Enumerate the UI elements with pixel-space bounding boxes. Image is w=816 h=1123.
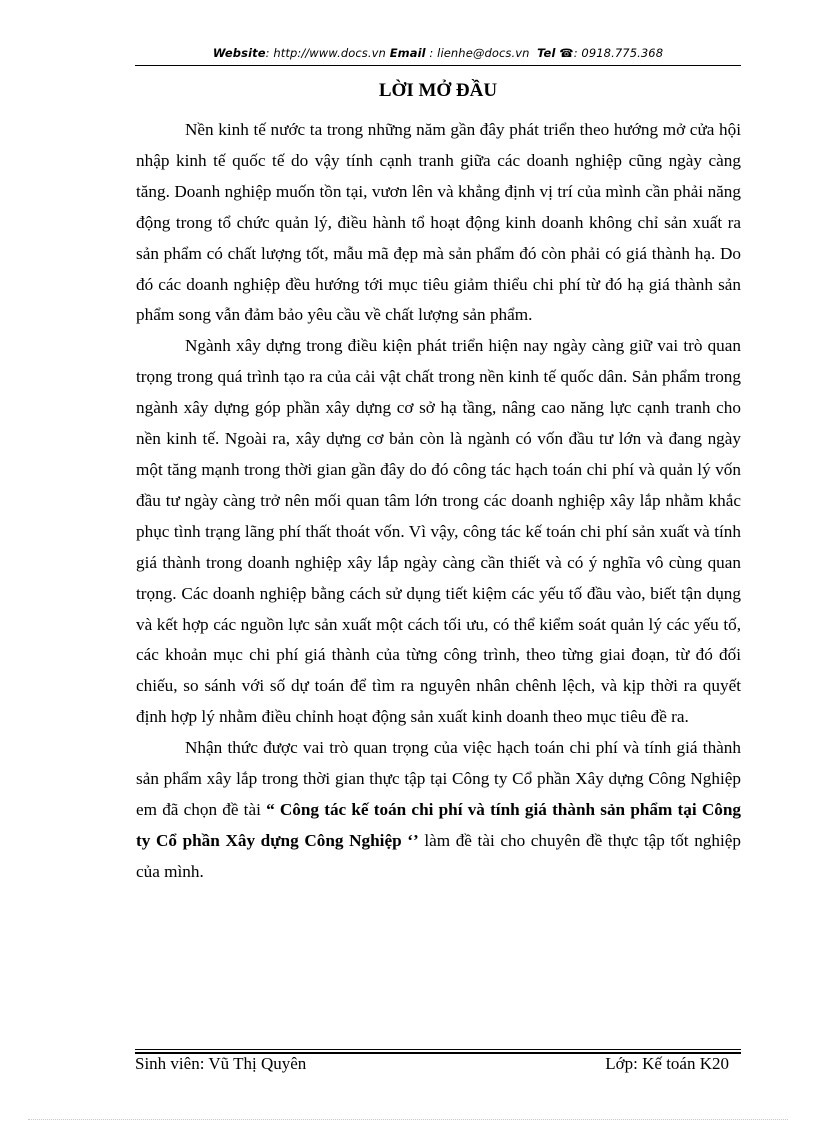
footer-divider-thin: [135, 1049, 741, 1050]
thesis-topic: “ Công tác kế toán chi phí và tính giá thành sản phẩm tại Công ty Cổ phần Xây dựng Công Nghiệp ‘’: [136, 799, 741, 850]
paragraph-2: Ngành xây dựng trong điều kiện phát triển hiện nay ngày càng giữ vai trò quan trọng trong quá trình tạo ra của cải vật chất trong nền kinh tế quốc dân. Sản phẩm trong ngành xây dựng góp phần xây dựng cơ sở hạ tầng, nâng cao năng lực cạnh tranh cho nền kinh tế. Ngoài ra, xây dựng cơ bản còn là ngành có vốn đầu tư lớn và đang ngày một tăng mạnh trong thời gian gần đây do đó công tác hạch toán chi phí và quản lý vốn đầu tư ngày càng trở nên mối quan tâm lớn trong các doanh nghiệp xây lắp nhằm khắc phục tình trạng lãng phí thất thoát vốn. Vì vậy, công tác kế toán chi phí sản xuất và tính giá thành trong doanh nghiệp xây lắp ngày càng cần thiết và có ý nghĩa vô cùng quan trọng. Các doanh nghiệp bằng cách sử dụng tiết kiệm các yếu tố đầu vào, biết tận dụng và kết hợp các nguồn lực sản xuất một cách tối ưu, có thể kiểm soát quản lý các yếu tố, các khoản mục chi phí giá thành của từng công trình, theo từng giai đoạn, từ đó đối chiếu, so sánh với số dự toán để tìm ra nguyên nhân chênh lệch, và kịp thời ra quyết định hợp lý nhằm điều chỉnh hoạt động sản xuất kinh doanh theo mục tiêu đề ra.: [136, 336, 741, 727]
phone-icon: ☎: [559, 46, 574, 60]
website-value: : http://www.docs.vn: [265, 46, 386, 60]
page-header: [135, 46, 741, 60]
paragraph-1: Nền kinh tế nước ta trong những năm gần đây phát triển theo hướng mở cửa hội nhập kinh tế quốc tế do vậy tính cạnh tranh giữa các doanh nghiệp cũng ngày càng tăng. Doanh nghiệp muốn tồn tại, vươn lên và khẳng định vị trí của mình cần phải năng động trong tổ chức quản lý, điều hành tổ hoạt động kinh doanh không chỉ sản xuất ra sản phẩm có chất lượng tốt, mẫu mã đẹp mà sản phẩm đó còn phải có giá thành hạ. Do đó các doanh nghiệp đều hướng tới mục tiêu giảm thiểu chi phí từ đó hạ giá thành sản phẩm song vẫn đảm bảo yêu cầu về chất lượng sản phẩm.: [136, 120, 741, 325]
email-value: : lienhe@docs.vn: [425, 46, 530, 60]
paragraph-3: [136, 733, 741, 888]
class-name: Lớp: Kế toán K20: [605, 1054, 729, 1073]
tel-value: : 0918.775.368: [573, 46, 664, 60]
website-label: Website: [212, 46, 266, 60]
page-footer: [135, 1054, 741, 1074]
email-label: Email: [389, 46, 426, 60]
body-text: [136, 115, 741, 888]
tel-label: Tel: [537, 46, 556, 60]
student-name: Sinh viên: Vũ Thị Quyên: [135, 1054, 307, 1073]
page-title: LỜI MỞ ĐẦU: [378, 80, 498, 101]
header-divider: [135, 65, 741, 66]
page-bottom-dotted-line: [28, 1119, 788, 1120]
paragraph-3-start: Nhận thức được vai trò quan trọng của việc hạch toán chi phí và tính giá thành sản phẩm xây lắp trong thời gian thực tập tại Công ty Cổ phần Xây dựng Công Nghiệp em đã chọn đề tài: [136, 738, 741, 819]
paragraph-3-end: làm đề tài cho chuyên đề thực tập tốt nghiệp của mình.: [136, 830, 741, 881]
